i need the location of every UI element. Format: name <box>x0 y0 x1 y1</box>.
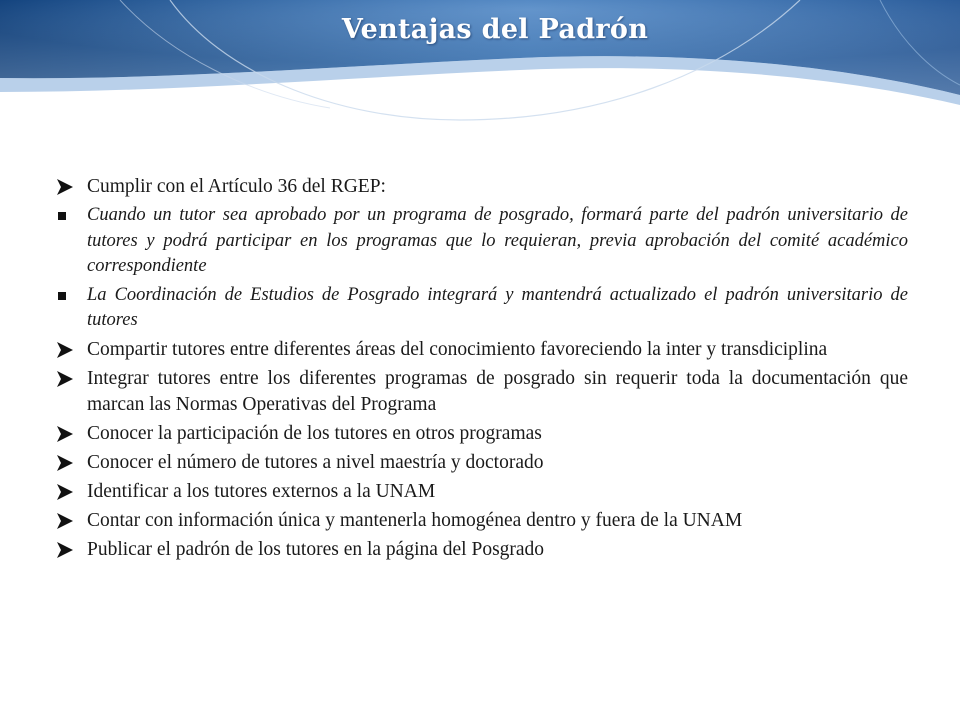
arrow-bullet-icon <box>56 421 87 447</box>
list-item <box>56 479 908 505</box>
slide-title: Ventajas del Padrón <box>341 14 649 45</box>
list-item-text: Contar con información única y mantenerla homogénea dentro y fuera de la UNAM <box>87 509 743 531</box>
sub-list-item <box>56 283 908 334</box>
arrow-bullet-icon <box>56 537 87 563</box>
list-item-text: La Coordinación de Estudios de Posgrado integrará y mantendrá actualizado el padrón universitario de tutores <box>87 284 908 330</box>
list-item <box>56 508 908 534</box>
list-item <box>56 537 908 563</box>
list-item-text: Compartir tutores entre diferentes áreas del conocimiento favoreciendo la inter y transdiciplina <box>87 338 828 360</box>
list-item-text: Identificar a los tutores externos a la UNAM <box>87 480 436 502</box>
list-item-text: Conocer el número de tutores a nivel maestría y doctorado <box>87 451 544 473</box>
arrow-bullet-icon <box>56 174 87 200</box>
sub-list-item <box>56 203 908 280</box>
list-item-text: Publicar el padrón de los tutores en la página del Posgrado <box>87 538 545 560</box>
arrow-bullet-icon <box>56 337 87 363</box>
list-item <box>56 337 908 363</box>
list-item <box>56 366 908 418</box>
bullet-list <box>56 174 908 566</box>
list-item-text: Cumplir con el Artículo 36 del RGEP: <box>87 176 386 197</box>
list-item-text: Cuando un tutor sea aprobado por un programa de posgrado, formará parte del padrón universitario de tutores y podrá participar en los programas que lo requieran, previa aprobación del comité académico correspondiente <box>87 205 908 276</box>
arrow-bullet-icon <box>56 450 87 476</box>
list-item <box>56 174 908 200</box>
list-item <box>56 450 908 476</box>
square-bullet-icon <box>56 283 87 309</box>
list-item <box>56 421 908 447</box>
arrow-bullet-icon <box>56 479 87 505</box>
arrow-bullet-icon <box>56 508 87 534</box>
list-item-text: Conocer la participación de los tutores en otros programas <box>87 422 542 444</box>
list-item-text: Integrar tutores entre los diferentes programas de posgrado sin requerir toda la documentación que marcan las Normas Operativas del Programa <box>87 367 908 415</box>
square-bullet-icon <box>56 203 87 229</box>
arrow-bullet-icon <box>56 366 87 392</box>
